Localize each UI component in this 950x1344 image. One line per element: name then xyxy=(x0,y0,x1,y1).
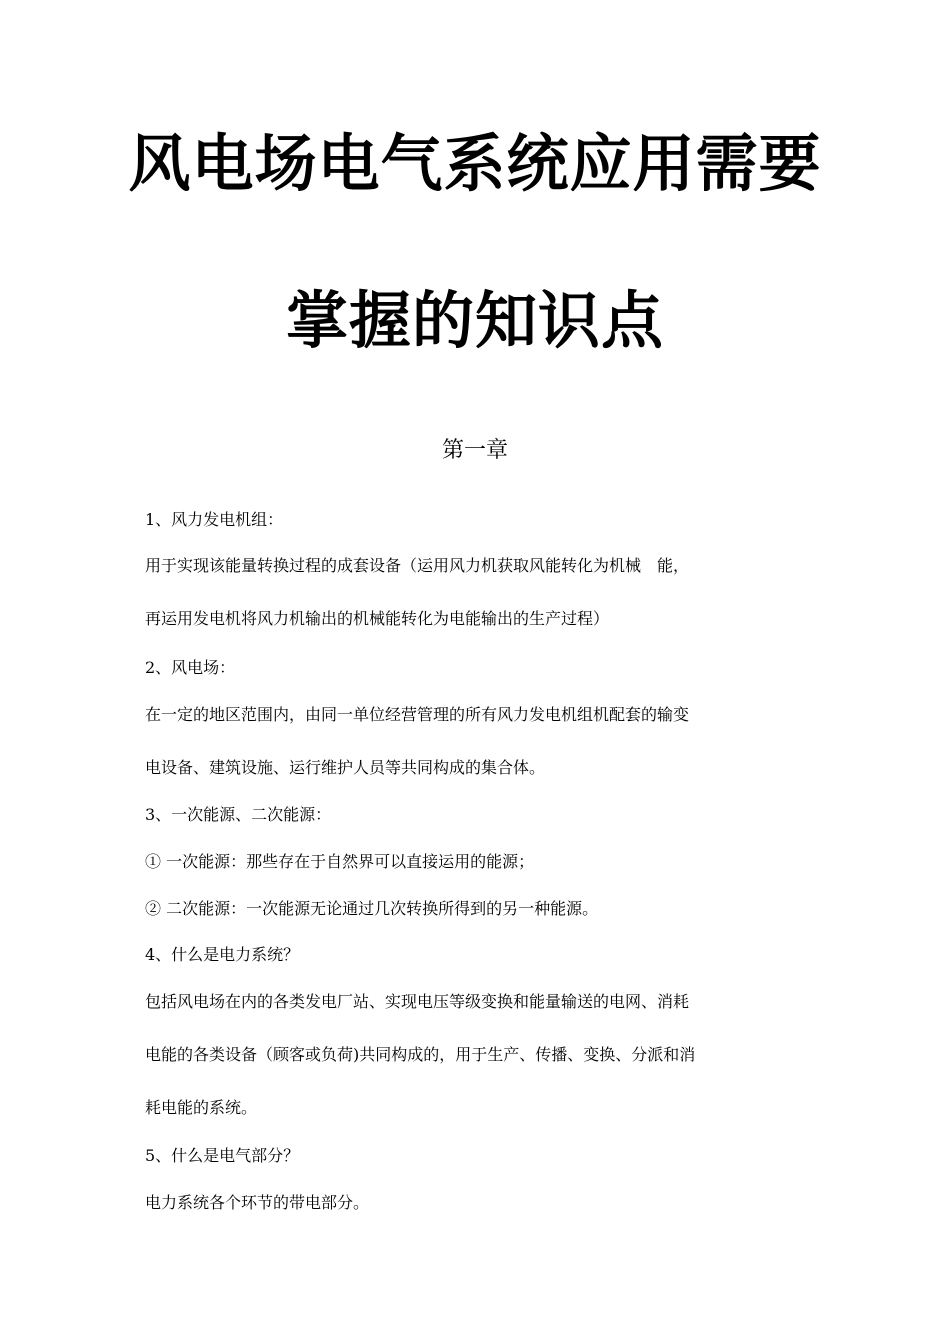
item-2-text-line-2: 电设备、建筑设施、运行维护人员等共同构成的集合体。 xyxy=(145,758,546,777)
item-1-text-line-1: 用于实现该能量转换过程的成套设备（运用风力机获取风能转化为机械 能， xyxy=(145,556,690,575)
item-4-text-line-2: 电能的各类设备（顾客或负荷)共同构成的，用于生产、传播、变换、分派和消 xyxy=(145,1045,696,1064)
item-2-text-line-1: 在一定的地区范围内，由同一单位经营管理的所有风力发电机组机配套的输变 xyxy=(145,705,690,724)
item-1-text-line-2: 再运用发电机将风力机输出的机械能转化为电能输出的生产过程） xyxy=(145,609,610,628)
item-3-secondary-energy: ② 二次能源：一次能源无论通过几次转换所得到的另一种能源。 xyxy=(145,899,599,918)
chapter-heading: 第一章 xyxy=(441,438,508,463)
item-3-primary-energy: ① 一次能源：那些存在于自然界可以直接运用的能源； xyxy=(145,852,535,871)
item-2-heading: 2、风电场： xyxy=(145,658,236,677)
item-4-heading: 4、什么是电力系统？ xyxy=(145,945,300,964)
item-4-text-line-3: 耗电能的系统。 xyxy=(145,1098,258,1117)
document-title-line-1: 风电场电气系统应用需要 xyxy=(128,127,822,200)
item-1-heading: 1、风力发电机组： xyxy=(145,510,284,529)
item-3-heading: 3、一次能源、二次能源： xyxy=(145,805,332,824)
document-title-line-2: 掌握的知识点 xyxy=(285,284,664,357)
item-5-text-line-1: 电力系统各个环节的带电部分。 xyxy=(145,1193,370,1212)
item-5-heading: 5、什么是电气部分？ xyxy=(145,1146,300,1165)
item-4-text-line-1: 包括风电场在内的各类发电厂站、实现电压等级变换和能量输送的电网、消耗 xyxy=(145,992,690,1011)
